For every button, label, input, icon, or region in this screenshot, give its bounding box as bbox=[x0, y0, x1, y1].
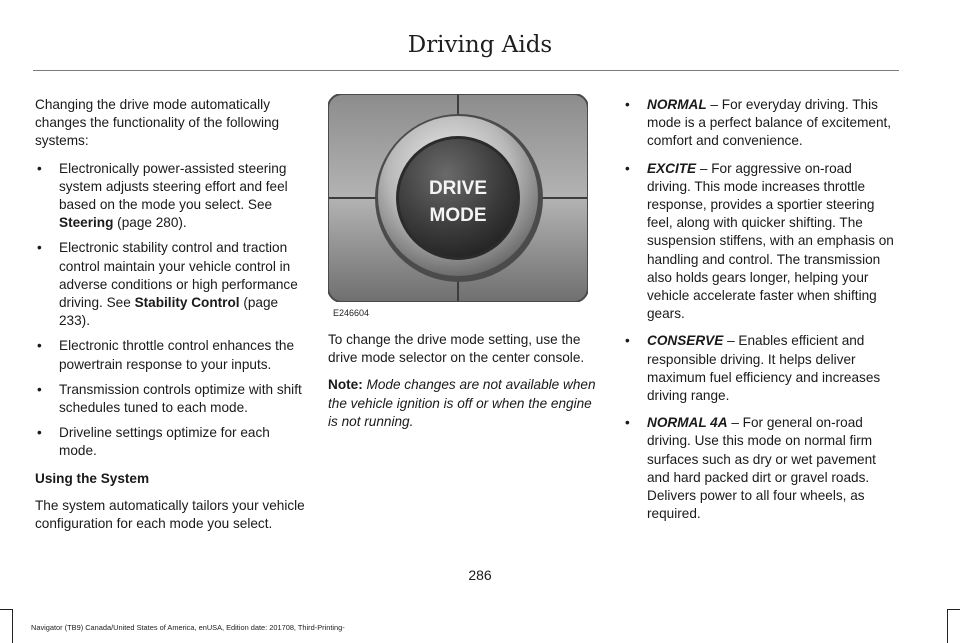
systems-list bbox=[35, 160, 307, 461]
list-item-text: Electronic stability control and traction control maintain your vehicle control in adverse conditions or high performance driving. See bbox=[59, 240, 298, 311]
header-divider bbox=[33, 70, 899, 71]
mode-name: EXCITE bbox=[647, 160, 697, 176]
page-reference: (page 280). bbox=[113, 215, 187, 231]
drive-mode-selector-graphic bbox=[328, 94, 588, 302]
mode-description: – For everyday driving. This mode is a perfect balance of excitement, comfort and convenience. bbox=[647, 97, 892, 149]
section-heading: Using the System bbox=[35, 470, 150, 486]
note-paragraph bbox=[328, 376, 600, 431]
list-item bbox=[35, 239, 307, 330]
list-item-text: Electronic throttle control enhances the powertrain response to your inputs. bbox=[59, 338, 295, 372]
mode-name: NORMAL bbox=[647, 97, 707, 112]
list-item bbox=[35, 337, 307, 373]
note-label: Note: bbox=[328, 377, 363, 393]
mode-name: NORMAL 4A bbox=[647, 415, 728, 431]
mode-description: – For general on-road driving. Use this mode on normal firm surfaces such as dry or wet pavement and hard packed dirt or gravel roads. Delivers power to all four wheels, as required. bbox=[647, 415, 876, 522]
figure-code: E246604 bbox=[333, 308, 370, 318]
mode-name: CONSERVE bbox=[647, 333, 724, 349]
instruction-paragraph: To change the drive mode setting, use the drive mode selector on the center console. bbox=[328, 332, 585, 366]
mode-item-normal-4a bbox=[623, 414, 897, 523]
mode-item-normal bbox=[623, 96, 897, 151]
page-number: 286 bbox=[468, 567, 492, 583]
page-reference: (page 233). bbox=[59, 295, 279, 329]
note-text: Mode changes are not available when the vehicle ignition is off or when the engine is not running. bbox=[328, 377, 596, 429]
crop-mark-right-vertical bbox=[947, 609, 948, 643]
crop-mark-left-vertical bbox=[12, 609, 13, 643]
intro-paragraph: Changing the drive mode automatically changes the functionality of the following systems: bbox=[35, 97, 280, 149]
list-item-text: Transmission controls optimize with shift schedules tuned to each mode. bbox=[59, 381, 302, 416]
crop-mark-right-horizontal bbox=[947, 609, 960, 610]
list-item bbox=[35, 424, 307, 460]
body-paragraph: The system automatically tailors your vehicle configuration for each mode you select. bbox=[35, 497, 305, 532]
button-label-line2: MODE bbox=[429, 205, 487, 226]
mode-description: – Enables efficient and responsible driving. It helps deliver maximum fuel efficiency and increases driving range. bbox=[647, 333, 881, 404]
mode-item-conserve bbox=[623, 332, 897, 405]
list-item bbox=[35, 381, 307, 417]
crop-mark-left-horizontal bbox=[0, 609, 12, 610]
mode-item-excite bbox=[623, 160, 897, 324]
page-header-title: Driving Aids bbox=[407, 32, 553, 58]
mode-description: – For aggressive on-road driving. This mode increases throttle response, provides a sportier steering feel, along with quicker shifting. The suspension stiffens, with an emphasis on handling and control. The transmission also holds gears longer, helping your vehicle accelerate faster when shifting gears. bbox=[647, 160, 894, 322]
drive-modes-list bbox=[623, 96, 897, 523]
column-middle bbox=[328, 331, 600, 440]
list-item-text: Electronically power-assisted steering system adjusts steering effort and feel based on the mode you select. See bbox=[59, 160, 288, 213]
steering-reference-link[interactable]: Steering bbox=[59, 215, 114, 231]
list-item-text: Driveline settings optimize for each mode. bbox=[59, 425, 270, 459]
column-right bbox=[623, 96, 897, 532]
edition-footer: Navigator (TB9) Canada/United States of America, enUSA, Edition date: 201708, Third-Printing- bbox=[31, 623, 345, 632]
list-item bbox=[35, 160, 307, 233]
column-left bbox=[35, 96, 307, 542]
button-label-line1: DRIVE bbox=[428, 178, 488, 199]
drive-mode-selector-illustration bbox=[328, 94, 588, 302]
stability-control-reference-link[interactable]: Stability Control bbox=[134, 295, 240, 311]
